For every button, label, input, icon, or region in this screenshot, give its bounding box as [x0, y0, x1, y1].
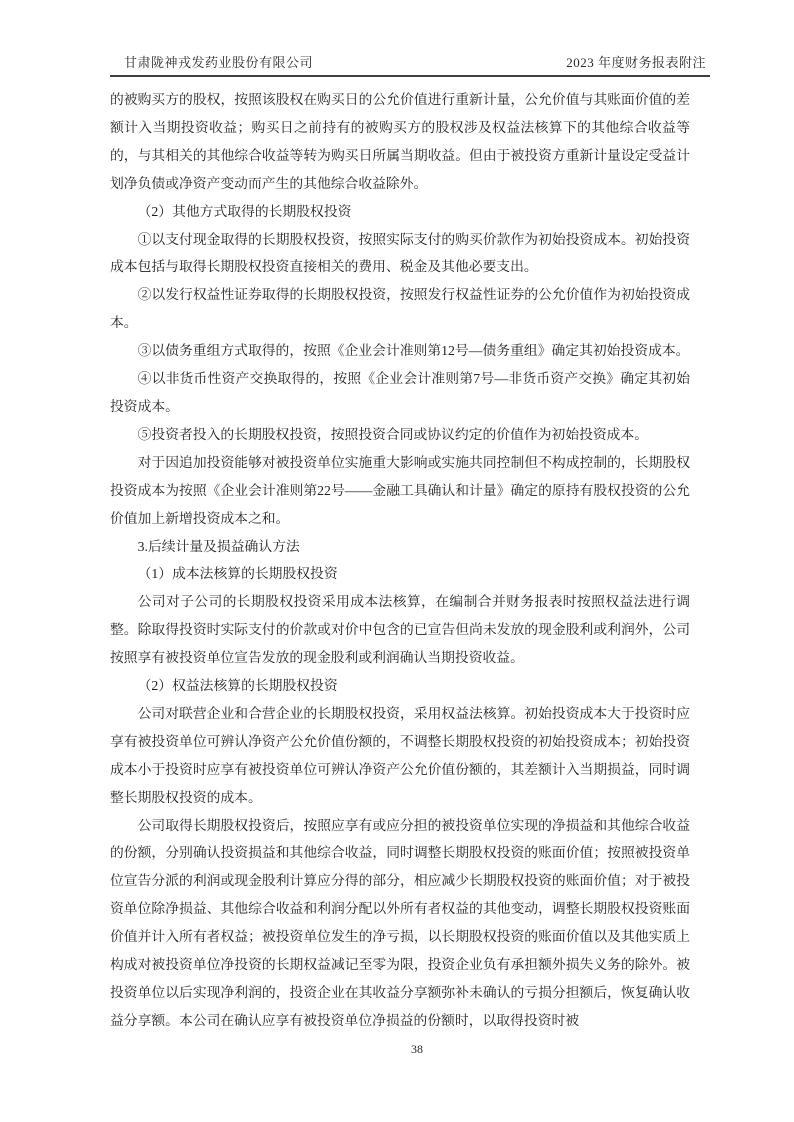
paragraph: ③以债务重组方式取得的，按照《企业会计准则第12号—债务重组》确定其初始投资成本。 — [137, 343, 690, 359]
paragraph: ④以非货币性资产交换取得的，按照《企业会计准则第7号—非货币资产交换》确定其初始投资成本。 — [110, 371, 690, 414]
document-body — [110, 86, 690, 1035]
paragraph: （2）其他方式取得的长期股权投资 — [137, 203, 352, 219]
page-number: 38 — [411, 1042, 423, 1056]
company-name: 甘肃陇神戎发药业股份有限公司 — [124, 55, 314, 70]
paragraph: 对于因追加投资能够对被投资单位实施重大影响或实施共同控制但不构成控制的，长期股权投资成本为按照《企业会计准则第22号——金融工具确认和计量》确定的原持有股权投资的公允价值加上新增投资成本之和。 — [110, 454, 690, 526]
header-rule — [110, 75, 710, 77]
paragraph: （1）成本法核算的长期股权投资 — [137, 566, 338, 582]
paragraph: ⑤投资者投入的长期股权投资，按照投资合同或协议约定的价值作为初始投资成本。 — [137, 426, 649, 442]
paragraph: ②以发行权益性证券取得的长期股权投资，按照发行权益性证券的公允价值作为初始投资成本。 — [110, 287, 690, 331]
report-title: 2023 年度财务报表附注 — [566, 55, 706, 70]
paragraph: ①以支付现金取得的长期股权投资，按照实际支付的购买价款作为初始投资成本。初始投资成本包括与取得长期股权投资直接相关的费用、税金及其他必要支出。 — [110, 231, 690, 275]
page-header — [110, 52, 710, 77]
paragraph: 公司对子公司的长期股权投资采用成本法核算，在编制合并财务报表时按照权益法进行调整。除取得投资时实际支付的价款或对价中包含的已宣告但尚未发放的现金股利或利润外，公司按照享有被投资单位宣告发放的现金股利或利润确认当期投资收益。 — [110, 594, 690, 666]
paragraph: 的被购买方的股权，按照该股权在购买日的公允价值进行重新计量，公允价值与其账面价值的差额计入当期投资收益；购买日之前持有的被购买方的股权涉及权益法核算下的其他综合收益等的，与其相关的其他综合收益等转为购买日所属当期收益。但由于被投资方重新计量设定受益计划净负债或净资产变动而产生的其他综合收益除外。 — [110, 92, 690, 191]
paragraph: 公司对联营企业和合营企业的长期股权投资，采用权益法核算。初始投资成本大于投资时应享有被投资单位可辨认净资产公允价值份额的，不调整长期股权投资的初始投资成本；初始投资成本小于投资时应享有被投资单位可辨认净资产公允价值份额的，其差额计入当期损益，同时调整长期股权投资的成本。 — [110, 705, 690, 805]
page-footer — [0, 1042, 794, 1057]
paragraph: 3.后续计量及损益确认方法 — [137, 538, 300, 554]
paragraph: 公司取得长期股权投资后，按照应享有或应分担的被投资单位实现的净损益和其他综合收益的份额，分别确认投资损益和其他综合收益，同时调整长期股权投资的账面价值；按照被投资单位宣告分派的利润或现金股利计算应分得的部分，相应减少长期股权投资的账面价值；对于被投资单位除净损益、其他综合收益和利润分配以外所有者权益的其他变动，调整长期股权投资账面价值并计入所有者权益；被投资单位发生的净亏损，以长期股权投资的账面价值以及其他实质上构成对被投资单位净投资的长期权益减记至零为限，投资企业负有承担额外损失义务的除外。被投资单位以后实现净利润的，投资企业在其收益分享额弥补未确认的亏损分担额后，恢复确认收益分享额。本公司在确认应享有被投资单位净损益的份额时，以取得投资时被 — [110, 817, 690, 1028]
paragraph: （2）权益法核算的长期股权投资 — [137, 678, 338, 694]
